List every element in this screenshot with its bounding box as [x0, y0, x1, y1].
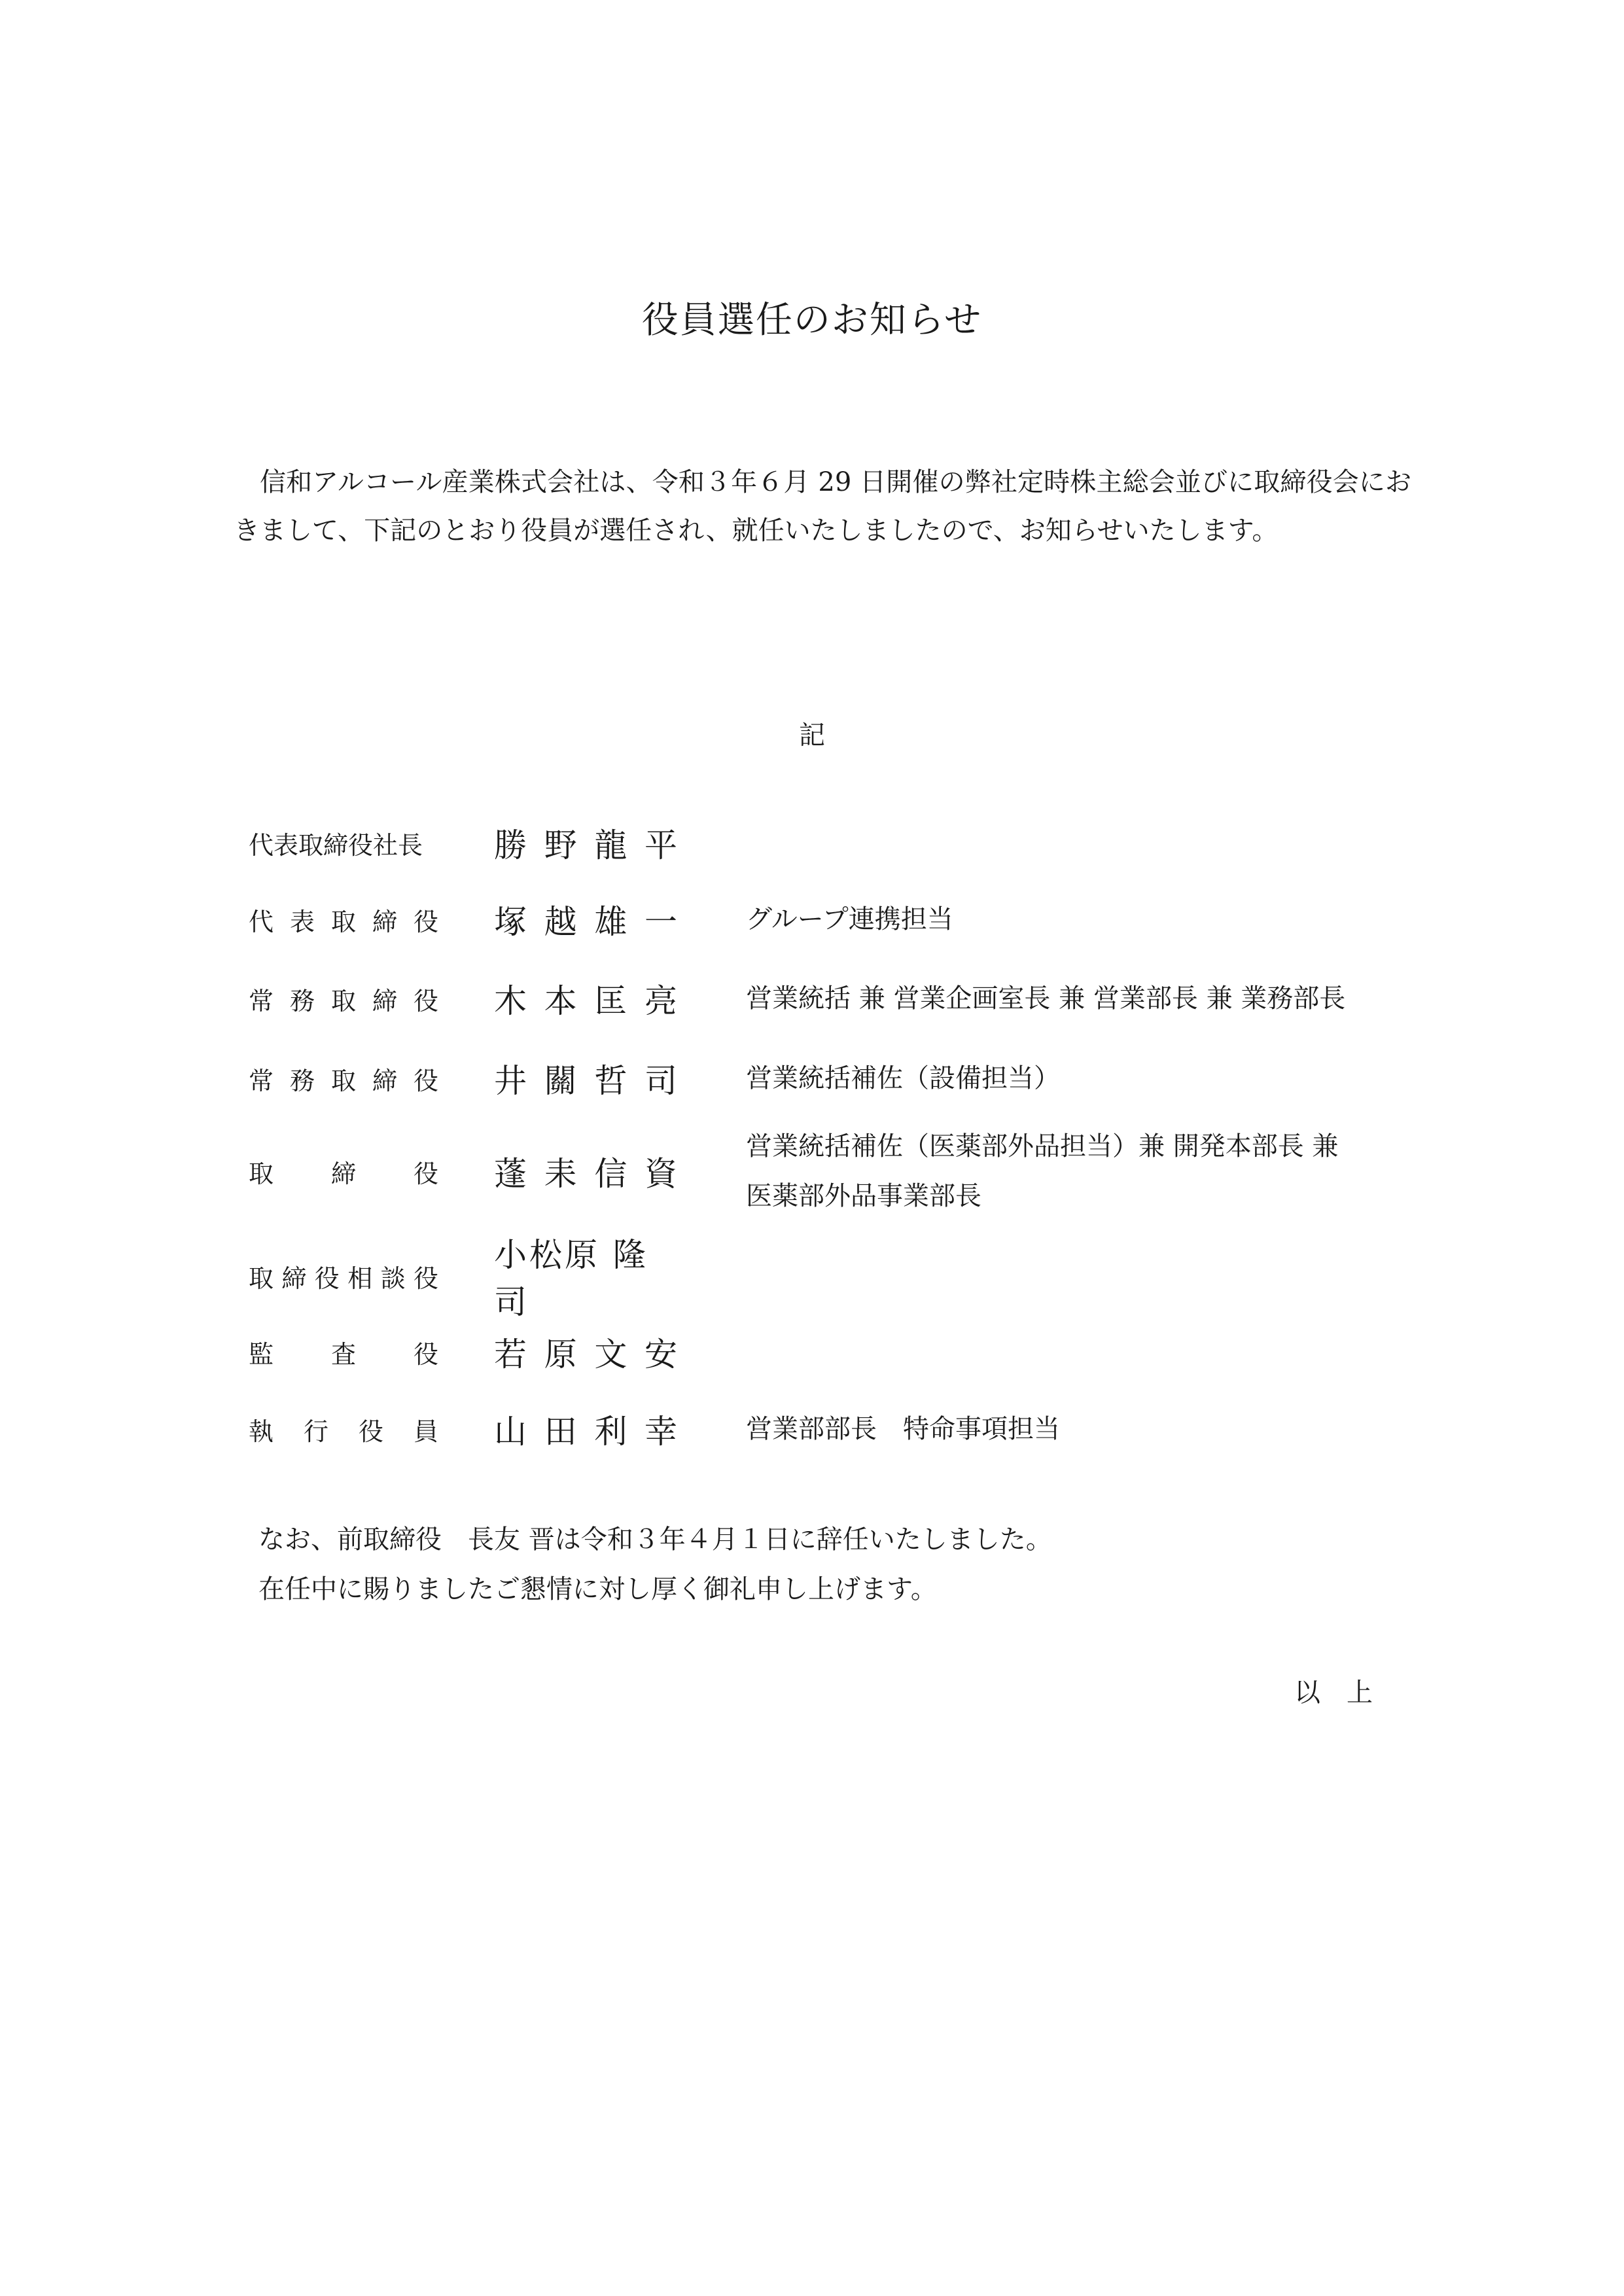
- officer-name: 井關哲司: [494, 1062, 677, 1100]
- intro-paragraph: 信和アルコール産業株式会社は、令和３年６月 29 日開催の弊社定時株主総会並びに取締役会におきまして、下記のとおり役員が選任され、就任いたしましたので、お知らせいたします。: [234, 467, 1411, 546]
- officer-role: 取締役相談役: [249, 1263, 438, 1293]
- officer-role: 監査役: [249, 1339, 438, 1369]
- closing-line: なお、前取締役 長友 晋は令和３年４月１日に辞任いたしました。: [258, 1525, 1052, 1555]
- officer-row: [249, 1119, 1492, 1224]
- officer-name: 若原文安: [494, 1335, 677, 1373]
- officer-duty: [746, 1326, 1498, 1378]
- officer-role: 常務取締役: [249, 986, 438, 1016]
- officer-name: 蓬耒信資: [494, 1155, 677, 1193]
- officer-name: 小松原 隆司: [494, 1236, 648, 1321]
- officer-name: 木本匡亮: [494, 982, 677, 1020]
- officer-row: [249, 972, 1492, 1025]
- closing-section: [258, 1515, 1052, 1614]
- officer-duty: [746, 972, 1498, 1025]
- officer-duty-line: 営業統括補佐（医薬部外品担当）兼 開発本部長 兼: [746, 1131, 1339, 1161]
- officer-row: [249, 817, 1492, 869]
- officer-role: 常務取締役: [249, 1066, 438, 1095]
- closing-line: 在任中に賜りましたご懇情に対し厚く御礼申し上げます。: [258, 1574, 937, 1604]
- officer-duty-line: 医薬部外品事業部長: [746, 1181, 981, 1211]
- officer-duty-line: 営業部部長 特命事項担当: [746, 1414, 1060, 1444]
- officer-role: 執行役員: [249, 1417, 438, 1446]
- officer-name: 勝野龍平: [494, 826, 677, 864]
- officer-duty-line: 営業統括 兼 営業企画室長 兼 営業部長 兼 業務部長: [746, 983, 1346, 1014]
- officer-role: 代表取締役: [249, 907, 438, 936]
- intro-section: [234, 458, 1411, 555]
- officer-row: [249, 893, 1492, 945]
- officer-role: 代表取締役社長: [249, 830, 423, 860]
- officer-name: 山田利幸: [494, 1413, 677, 1451]
- officer-duty: [746, 893, 1498, 945]
- officer-duty: [746, 1052, 1498, 1104]
- officer-duty-line: グループ連携担当: [746, 904, 953, 934]
- officer-duty-line: 営業統括補佐（設備担当）: [746, 1063, 1060, 1093]
- officer-duty: [746, 1403, 1498, 1455]
- officer-row: [249, 1052, 1492, 1104]
- officer-row: [249, 1236, 1492, 1321]
- officer-row: [249, 1326, 1492, 1378]
- officer-row: [249, 1403, 1492, 1455]
- officer-duty: [746, 817, 1498, 869]
- officer-duty: [746, 1250, 1498, 1302]
- end-mark: 以上: [1294, 1678, 1399, 1708]
- document-title: 役員選任のお知らせ: [641, 299, 983, 342]
- officer-role: 取締役: [249, 1159, 438, 1188]
- officer-name: 塚越雄一: [494, 903, 677, 941]
- ki-heading: 記: [799, 720, 825, 751]
- officer-duty: [746, 1119, 1498, 1224]
